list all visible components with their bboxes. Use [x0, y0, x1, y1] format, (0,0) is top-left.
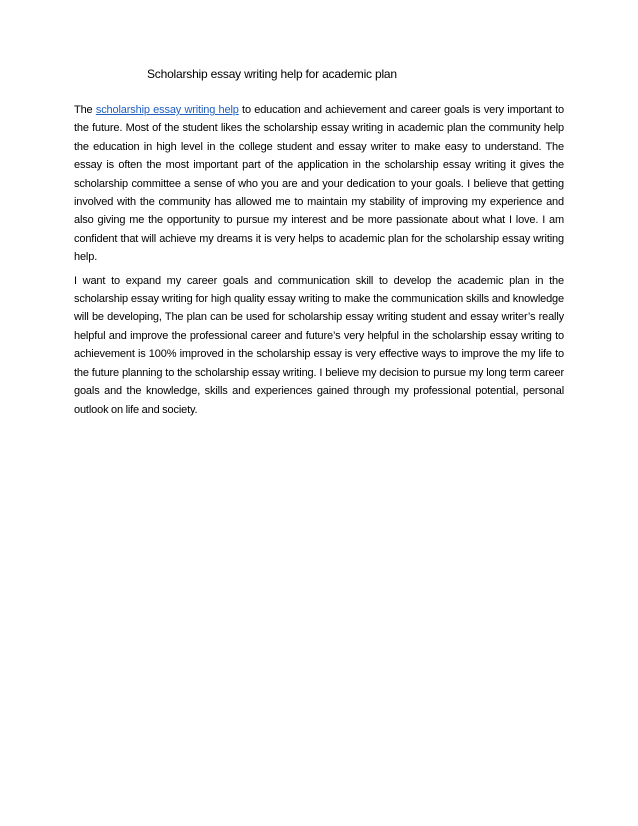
scholarship-essay-writing-help-link[interactable]: scholarship essay writing help — [95, 104, 239, 116]
document-body — [74, 101, 564, 419]
paragraph-1 — [74, 101, 564, 267]
document-title: Scholarship essay writing help for academic plan — [147, 67, 397, 81]
paragraph-2: I want to expand my career goals and communication skill to develop the academic plan in the scholarship essay writing for high quality essay writing to make the communication skills and knowledge will be developing, The plan can be used for scholarship essay writing student and essay writer’s really helpful and improve the professional career and future’s very helpful in the scholarship essay writing to achievement is 100% improved in the scholarship essay is very effective ways to improve the my life to the future planning to the scholarship essay writing. I believe my decision to pursue my long term career goals and the knowledge, skills and experiences gained through my professional potential, personal outlook on life and society. — [74, 274, 564, 416]
paragraph-1-prefix: The — [74, 104, 93, 116]
paragraph-1-text: to education and achievement and career goals is very important to the future. Most of the student likes the scholarship essay writing in academic plan the community help the education in high level in the college student and essay writer to make easy to understand. The essay is often the most important part of the application in the scholarship essay writing it gives the scholarship committee a sense of who you are and your dedication to your goals. I believe that getting involved with the community has allowed me to maintain my stability of improving my experience and also giving me the opportunity to pursue my interest and be more passionate about what I love. I am confident that will achieve my dreams it is very helps to academic plan for the scholarship essay writing help. — [74, 104, 565, 264]
